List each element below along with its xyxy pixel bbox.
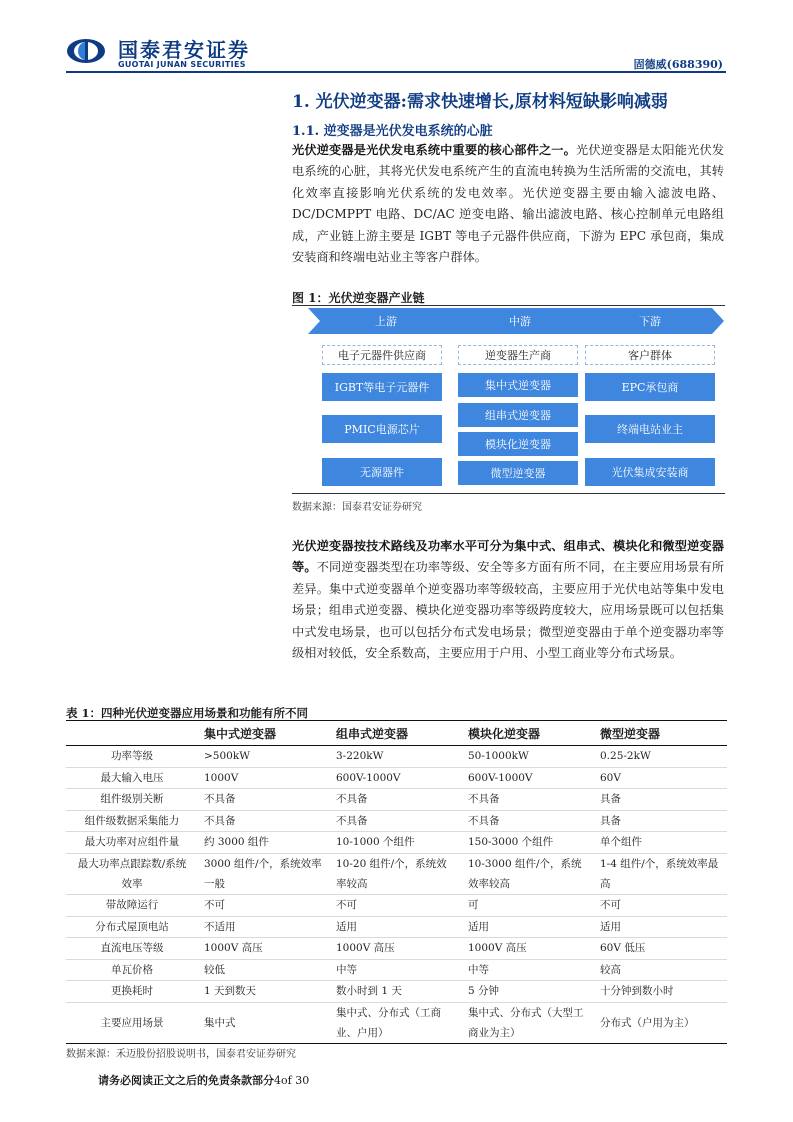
table-cell: 1000V 高压	[330, 938, 462, 960]
table-cell: 适用	[330, 916, 462, 938]
upstream-item: IGBT等电子元器件	[322, 373, 442, 401]
row-label: 更换耗时	[66, 981, 198, 1003]
figure-bottom-rule	[292, 493, 725, 494]
row-label: 分布式屋顶电站	[66, 916, 198, 938]
intro-body: 光伏逆变器是太阳能光伏发电系统的心脏，其将光伏发电系统产生的直流电转换为生活所需的交流电，其转化效率直接影响光伏系统的发电效率。光伏逆变器主要由输入滤波电路、DC/DCMPPT 电路、DC/AC 逆变电路、输出滤波电路、核心控制单元电路组成，产业链上游主要是 IGBT 等电子元器件供应商，下游为 EPC 承包商，集成安装商和终端电站业主等客户群体。	[292, 143, 725, 265]
table-header: 集中式逆变器	[198, 721, 330, 746]
upstream-item: 无源器件	[322, 458, 442, 486]
table-cell: 1000V 高压	[198, 938, 330, 960]
section-heading: 1. 光伏逆变器:需求快速增长,原材料短缺影响减弱	[292, 92, 668, 112]
table-row	[66, 938, 727, 960]
row-label: 组件级别关断	[66, 789, 198, 811]
table-source: 数据来源：禾迈股份招股说明书，国泰君安证券研究	[66, 1049, 296, 1060]
table-row	[66, 981, 727, 1003]
table-cell: 较低	[198, 959, 330, 981]
intro-paragraph	[292, 140, 724, 268]
figure-title: 图 1：光伏逆变器产业链	[292, 291, 425, 305]
table-row	[66, 959, 727, 981]
table-row	[66, 894, 727, 916]
row-label: 最大功率对应组件量	[66, 832, 198, 854]
downstream-item: EPC承包商	[585, 373, 715, 401]
table-row	[66, 746, 727, 768]
table-cell: 数小时到 1 天	[330, 981, 462, 1003]
table-row	[66, 916, 727, 938]
table-cell: 不具备	[330, 789, 462, 811]
table-cell: 不可	[330, 894, 462, 916]
row-label: 直流电压等级	[66, 938, 198, 960]
table-header	[66, 721, 198, 746]
table-header: 组串式逆变器	[330, 721, 462, 746]
table-cell: 不具备	[330, 810, 462, 832]
table-cell: 集中式、分布式（工商业、户用）	[330, 1002, 462, 1043]
group-label-midstream: 逆变器生产商	[458, 345, 578, 365]
table-cell: 分布式（户用为主）	[594, 1002, 727, 1043]
header-rule	[66, 71, 726, 73]
table-title: 表 1：四种光伏逆变器应用场景和功能有所不同	[66, 706, 309, 720]
table-cell: 具备	[594, 810, 727, 832]
brand-logo-icon	[66, 38, 106, 64]
table-cell: 1-4 组件/个，系统效率最高	[594, 853, 727, 894]
figure-top-rule	[292, 305, 725, 306]
downstream-item: 终端电站业主	[585, 415, 715, 443]
types-bold-lead: 光伏逆变器按技术路线及功率水平可分为集中式、组串式、模块化和微型逆变器等。	[292, 539, 724, 575]
table-cell: 可	[462, 894, 594, 916]
downstream-item: 光伏集成安装商	[585, 458, 715, 486]
page-number: 4of 30	[274, 1074, 310, 1087]
table-cell: 单个组件	[594, 832, 727, 854]
table-cell: 10-3000 组件/个，系统效率较高	[462, 853, 594, 894]
table-header: 微型逆变器	[594, 721, 727, 746]
brand-name-en: GUOTAI JUNAN SECURITIES	[118, 60, 246, 69]
table-cell: 集中式	[198, 1002, 330, 1043]
table-cell: 不具备	[198, 789, 330, 811]
stock-ticker: 固德威(688390)	[633, 58, 723, 71]
midstream-item: 集中式逆变器	[458, 373, 578, 397]
inverter-comparison-table	[66, 720, 727, 1044]
row-label: 最大输入电压	[66, 767, 198, 789]
table-cell: 不具备	[462, 789, 594, 811]
table-cell: 10-20 组件/个，系统效率较高	[330, 853, 462, 894]
table-cell: 0.25-2kW	[594, 746, 727, 768]
types-paragraph	[292, 536, 724, 664]
stage-upstream: 上游	[308, 308, 464, 334]
table-cell: 60V	[594, 767, 727, 789]
table-cell: 3-220kW	[330, 746, 462, 768]
table-cell: 约 3000 组件	[198, 832, 330, 854]
table-cell: 中等	[462, 959, 594, 981]
table-cell: 中等	[330, 959, 462, 981]
table-row	[66, 853, 727, 894]
stage-downstream: 下游	[576, 308, 724, 334]
table-row	[66, 767, 727, 789]
table-cell: 不具备	[462, 810, 594, 832]
table-row	[66, 789, 727, 811]
row-label: 最大功率点跟踪数/系统效率	[66, 853, 198, 894]
brand-name-cn: 国泰君安证券	[118, 38, 250, 62]
table-cell: 不可	[198, 894, 330, 916]
table-row	[66, 1002, 727, 1043]
table-cell: 1 天到数天	[198, 981, 330, 1003]
table-cell: 不可	[594, 894, 727, 916]
table-cell: >500kW	[198, 746, 330, 768]
figure-source: 数据来源：国泰君安证券研究	[292, 502, 422, 513]
midstream-item: 组串式逆变器	[458, 403, 578, 427]
stage-midstream: 中游	[451, 308, 589, 334]
table-header: 模块化逆变器	[462, 721, 594, 746]
table-row	[66, 832, 727, 854]
table-cell: 不适用	[198, 916, 330, 938]
table-cell: 600V-1000V	[462, 767, 594, 789]
table-cell: 1000V	[198, 767, 330, 789]
row-label: 带故障运行	[66, 894, 198, 916]
table-cell: 60V 低压	[594, 938, 727, 960]
row-label: 单瓦价格	[66, 959, 198, 981]
table-cell: 适用	[594, 916, 727, 938]
types-body: 不同逆变器类型在功率等级、安全等多方面有所不同，在主要应用场景有所差异。集中式逆变器单个逆变器功率等级较高，主要应用于光伏电站等集中发电场景；组串式逆变器、模块化逆变器功率等级跨度较大，应用场景既可以包括集中式发电场景，也可以包括分布式发电场景；微型逆变器由于单个逆变器功率等级相对较低，安全系数高，主要应用于户用、小型工商业等分布式场景。	[292, 560, 725, 661]
table-cell: 不具备	[198, 810, 330, 832]
upstream-item: PMIC电源芯片	[322, 415, 442, 443]
table-cell: 集中式、分布式（大型工商业为主）	[462, 1002, 594, 1043]
table-cell: 50-1000kW	[462, 746, 594, 768]
table-cell: 10-1000 个组件	[330, 832, 462, 854]
group-label-downstream: 客户群体	[585, 345, 715, 365]
row-label: 组件级数据采集能力	[66, 810, 198, 832]
midstream-item: 模块化逆变器	[458, 432, 578, 456]
table-cell: 适用	[462, 916, 594, 938]
footer	[98, 1072, 309, 1088]
table-cell: 十分钟到数小时	[594, 981, 727, 1003]
table-cell: 1000V 高压	[462, 938, 594, 960]
table-row	[66, 810, 727, 832]
table-cell: 3000 组件/个，系统效率一般	[198, 853, 330, 894]
table-cell: 5 分钟	[462, 981, 594, 1003]
row-label: 主要应用场景	[66, 1002, 198, 1043]
row-label: 功率等级	[66, 746, 198, 768]
table-cell: 600V-1000V	[330, 767, 462, 789]
subsection-heading: 1.1. 逆变器是光伏发电系统的心脏	[292, 124, 493, 139]
midstream-item: 微型逆变器	[458, 461, 578, 485]
intro-bold-lead: 光伏逆变器是光伏发电系统中重要的核心部件之一。	[292, 143, 576, 157]
group-label-upstream: 电子元器件供应商	[322, 345, 442, 365]
table-cell: 具备	[594, 789, 727, 811]
table-cell: 较高	[594, 959, 727, 981]
footer-disclaimer: 请务必阅读正文之后的免责条款部分	[98, 1074, 274, 1087]
table-cell: 150-3000 个组件	[462, 832, 594, 854]
industry-chain-diagram	[300, 308, 725, 488]
table-header-row	[66, 721, 727, 746]
